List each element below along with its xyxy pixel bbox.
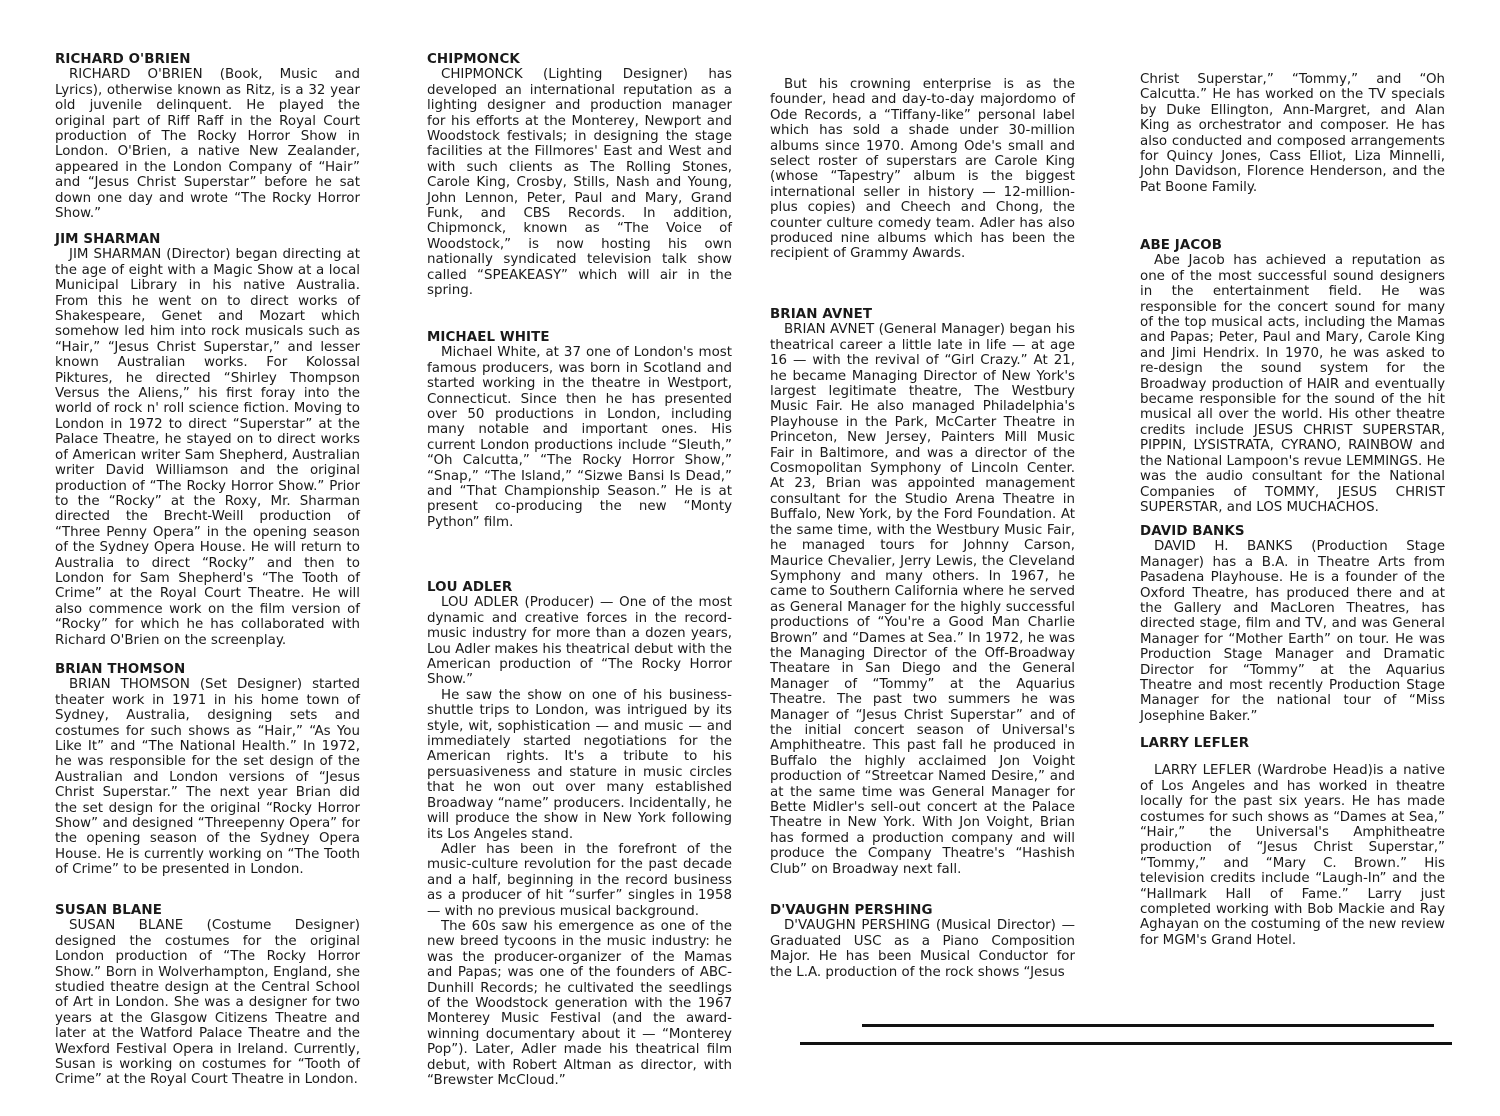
bio-dvaughn-pershing-continued: [1140, 72, 1445, 195]
bio-paragraph: Abe Jacob has achieved a reputation as one of the most successful sound designers in the entertainment field. He was responsible for the concert sound for many of the top musical acts, including the Mamas and Papas; Peter, Paul and Mary, Carole King and Jimi Hendrix. In 1970, he was asked to re-design the sound system for the Broadway production of HAIR and eventually became responsible for the sound of the hit musical all over the world. His other theatre credits include JESUS CHRIST SUPERSTAR, PIPPIN, LYSISTRATA, CYRANO, RAINBOW and the National Lampoon's revue LEMMINGS. He was the audio consultant for the National Companies of TOMMY, JESUS CHRIST SUPERSTAR, and LOS MUCHACHOS.: [1140, 253, 1445, 515]
bio-michael-white: [427, 330, 732, 530]
bio-paragraph: Michael White, at 37 one of London's most famous producers, was born in Scotland and started working in the theatre in Westport, Connecticut. Since then he has presented over 50 productions in London, including many notable and important ones. His current London productions include “Sleuth,” “Oh Calcutta,” “The Rocky Horror Show,” “Snap,” “The Island,” “Sizwe Bansi Is Dead,” and “That Championship Season.” He is at present co-producing the new “Monty Python” film.: [427, 345, 732, 530]
bio-paragraph: Adler has been in the forefront of the music-culture revolution for the past decade and a half, beginning in the record business as a producer of hit “surfer” singles in 1958 — with no previous musical background.: [427, 841, 732, 919]
bio-paragraph: BRIAN AVNET (General Manager) began his theatrical career a little late in life — at age 16 — with the revival of “Girl Crazy.” At 21, he became Managing Director of New York's largest legitimate theatre, The Westbury Music Fair. He also managed Philadelphia's Playhouse in the Park, McCarter Theatre in Princeton, New Jersey, Painters Mill Music Fair in Baltimore, and was a director of the Cosmopolitan Symphony of Lincoln Center. At 23, Brian was appointed management consultant for the Studio Arena Theatre in Buffalo, New York, by the Ford Foundation. At the same time, with the Westbury Music Fair, he managed tours for Johnny Carson, Maurice Chevalier, Jerry Lewis, the Cleveland Symphony and many others. In 1967, he came to Southern California where he served as General Manager for the highly successful productions of “You're a Good Man Charlie Brown” and “Dames at Sea.” In 1972, he was the Managing Director of the Off-Broadway Theatare in San Diego and the General Manager of “Tommy” at the Aquarius Theatre. The past two summers he was Manager of “Jesus Christ Superstar” and of the initial concert season of Universal's Amphitheatre. This past fall he produced in Buffalo the highly acclaimed Jon Voight production of “Streetcar Named Desire,” and at the same time was General Manager for Bette Midler's sell-out concert at the Palace Theatre in New York. With Jon Voight, Brian has formed a production company and will produce the Company Theatre's “Hashish Club” on Broadway next fall.: [770, 322, 1075, 877]
bio-heading: JIM SHARMAN: [55, 232, 161, 247]
bio-heading: D'VAUGHN PERSHING: [770, 903, 933, 918]
bio-brian-avnet: [770, 307, 1075, 877]
bio-paragraph: D'VAUGHN PERSHING (Musical Director) — Graduated USC as a Piano Composition Major. He has been Musical Conductor for the L.A. production of the rock shows “Jesus: [770, 918, 1075, 980]
bio-heading: RICHARD O'BRIEN: [55, 52, 191, 67]
bio-paragraph: The 60s saw his emergence as one of the new breed tycoons in the music industry: he was the producer-organizer of the Mamas and Papas; was one of the founders of ABC-Dunhill Records; he cultivated the seedlings of the Woodstock generation with the 1967 Monterey Music Festival (and the award-winning documentary about it — “Monterey Pop”). Later, Adler made his theatrical film debut, with Robert Altman as director, with “Brewster McCloud.”: [427, 918, 732, 1088]
bio-david-banks: [1140, 524, 1445, 724]
bio-heading: MICHAEL WHITE: [427, 330, 550, 345]
bio-brian-thomson: [55, 662, 360, 878]
bio-lou-adler: [427, 580, 732, 1088]
bio-lou-adler-continued: [770, 77, 1075, 262]
bio-paragraph: DAVID H. BANKS (Production Stage Manager) has a B.A. in Theatre Arts from Pasadena Playhouse. He is a founder of the Oxford Theatre, has produced there and at the Gallery and MacLoren Theatres, has directed stage, film and TV, and was General Manager for “Mother Earth” on tour. He was Production Stage Manager and Dramatic Director for “Tommy” at the Aquarius Theatre and most recently Production Stage Manager for the national tour of “Miss Josephine Baker.”: [1140, 539, 1445, 724]
bio-paragraph: CHIPMONCK (Lighting Designer) has developed an international reputation as a lighting designer and production manager for his efforts at the Monterey, Newport and Woodstock festivals; in designing the stage facilities at the Fillmores' East and West and with such clients as The Rolling Stones, Carole King, Crosby, Stills, Nash and Young, John Lennon, Peter, Paul and Mary, Grand Funk, and CBS Records. In addition, Chipmonck, known as “The Voice of Woodstock,” is now hosting his own nationally syndicated television talk show called “SPEAKEASY” which will air in the spring.: [427, 67, 732, 299]
bio-paragraph: LARRY LEFLER (Wardrobe Head)is a native of Los Angeles and has worked in theatre locally for the past six years. He has made costumes for such shows as “Dames at Sea,” “Hair,” the Universal's Amphitheatre production of “Jesus Christ Superstar,” “Tommy,” and “Mary C. Brown.” His television credits include “Laugh-In” and the “Hallmark Hall of Fame.” Larry just completed working with Bob Mackie and Ray Aghayan on the costuming of the new review for MGM's Grand Hotel.: [1140, 763, 1445, 948]
bio-susan-blane: [55, 903, 360, 1088]
bio-paragraph: Christ Superstar,” “Tommy,” and “Oh Calcutta.” He has worked on the TV specials by Duke Ellington, Ann-Margret, and Alan King as orchestrator and composer. He has also conducted and composed arrangements for Quincy Jones, Cass Elliot, Liza Minnelli, John Davidson, Florence Henderson, and the Pat Boone Family.: [1140, 72, 1445, 195]
bio-heading: DAVID BANKS: [1140, 524, 1245, 539]
bio-chipmonck: [427, 52, 732, 299]
bio-abe-jacob: [1140, 238, 1445, 515]
bio-paragraph: But his crowning enterprise is as the founder, head and day-to-day majordomo of Ode Records, a “Tiffany-like” personal label which has sold a shade under 30-million albums since 1970. Among Ode's small and select roster of superstars are Carole King (whose “Tapestry” album is the biggest international seller in history — 12-million-plus copies) and Cheech and Chong, the counter culture comedy team. Adler has also produced nine albums which has been the recipient of Grammy Awards.: [770, 77, 1075, 262]
bio-jim-sharman: [55, 232, 360, 648]
bio-paragraph: BRIAN THOMSON (Set Designer) started theater work in 1971 in his home town of Sydney, Australia, designing sets and costumes for such shows as “Hair,” “As You Like It” and “The National Health.” In 1972, he was responsible for the set design of the Australian and London versions of “Jesus Christ Superstar.” The next year Brian did the set design for the original “Rocky Horror Show” and designed “Threepenny Opera” for the opening season of the Sydney Opera House. He is currently working on “The Tooth of Crime” to be presented in London.: [55, 677, 360, 878]
bio-paragraph: SUSAN BLANE (Costume Designer) designed the costumes for the original London production of “The Rocky Horror Show.” Born in Wolverhampton, England, she studied theatre design at the Central School of Art in London. She was a designer for two years at the Glasgow Citizens Theatre and later at the Watford Palace Theatre and the Wexford Festival Opera in Ireland. Currently, Susan is working on costumes for “Tooth of Crime” at the Royal Court Theatre in London.: [55, 918, 360, 1088]
divider-rule-bottom: [800, 1042, 1452, 1045]
bio-paragraph: LOU ADLER (Producer) — One of the most dynamic and creative forces in the record-music industry for more than a dozen years, Lou Adler makes his theatrical debut with the American production of “The Rocky Horror Show.”: [427, 595, 732, 688]
bio-heading: SUSAN BLANE: [55, 903, 162, 918]
bio-larry-lefler: [1140, 736, 1445, 948]
bio-heading: BRIAN AVNET: [770, 307, 873, 322]
bio-heading: CHIPMONCK: [427, 52, 520, 67]
bio-heading: ABE JACOB: [1140, 238, 1223, 253]
divider-rule-top: [862, 1024, 1434, 1027]
bio-dvaughn-pershing: [770, 903, 1075, 980]
bio-heading: BRIAN THOMSON: [55, 662, 186, 677]
bio-paragraph: RICHARD O'BRIEN (Book, Music and Lyrics), otherwise known as Ritz, is a 32 year old juvenile delinquent. He played the original part of Riff Raff in the Royal Court production of The Rocky Horror Show in London. O'Brien, a native New Zealander, appeared in the London Company of “Hair” and “Jesus Christ Superstar” before he sat down one day and wrote “The Rocky Horror Show.”: [55, 67, 360, 222]
bio-richard-obrien: [55, 52, 360, 221]
bio-paragraph: He saw the show on one of his business-shuttle trips to London, was intrigued by its style, wit, sophistication — and music — and immediately started negotiations for the American rights. It's a tribute to his persuasiveness and stature in music circles that he won out over many established Broadway “name” producers. Incidentally, he will produce the show in New York following its Los Angeles stand.: [427, 687, 732, 842]
bio-heading: LARRY LEFLER: [1140, 736, 1250, 751]
bio-paragraph: JIM SHARMAN (Director) began directing at the age of eight with a Magic Show at a local Municipal Library in his native Australia. From this he went on to direct works of Shakespeare, Genet and Mozart which somehow led him into rock musicals such as “Hair,” “Jesus Christ Superstar,” and lesser known Australian works. For Kolossal Piktures, he directed “Shirley Thompson Versus the Aliens,” his first foray into the world of rock n' roll science fiction. Moving to London in 1972 to direct “Superstar” at the Palace Theatre, he stayed on to direct works of American writer Sam Shepherd, Australian writer David Williamson and the original production of “The Rocky Horror Show.” Prior to the “Rocky” at the Roxy, Mr. Sharman directed the Brecht-Weill production of “Three Penny Opera” in the opening season of the Sydney Opera House. He will return to Australia to direct “Rocky” and then to London for Sam Shepherd's “The Tooth of Crime” at the Royal Court Theatre. He will also commence work on the film version of “Rocky” for which he has collaborated with Richard O'Brien on the screenplay.: [55, 247, 360, 648]
bio-heading: LOU ADLER: [427, 580, 513, 595]
